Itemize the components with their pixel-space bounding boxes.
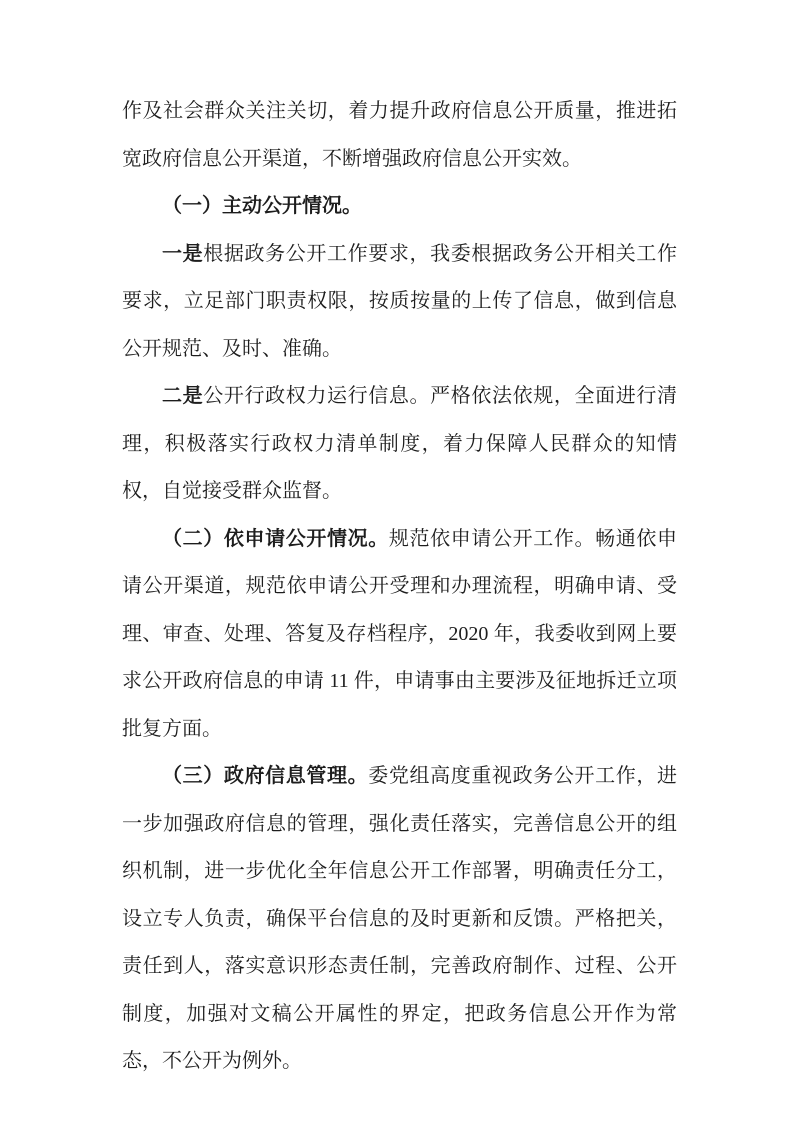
paragraph-section-3	[122, 753, 677, 1086]
heading-section-1	[122, 183, 677, 231]
bold-text-segment: 二是	[162, 385, 204, 407]
paragraph-continuation	[122, 88, 677, 183]
paragraph-item-2	[122, 373, 677, 516]
document-body	[122, 88, 677, 1086]
bold-text-segment: （三）政府信息管理。	[162, 765, 369, 787]
paragraph-item-1	[122, 231, 677, 374]
body-text-segment: 作及社会群众关注关切，着力提升政府信息公开质量，推进拓宽政府信息公开渠道，不断增强政府信息公开实效。	[122, 100, 677, 170]
bold-text-segment: （二）依申请公开情况。	[162, 527, 389, 550]
body-text-segment: 委党组高度重视政务公开工作，进一步加强政府信息的管理，强化责任落实，完善信息公开的组织机制，进一步优化全年信息公开工作部署，明确责任分工，设立专人负责，确保平台信息的及时更新和反馈。严格把关，责任到人，落实意识形态责任制，完善政府制作、过程、公开制度，加强对文稿公开属性的界定，把政务信息公开作为常态，不公开为例外。	[122, 765, 677, 1072]
body-text-segment: 根据政务公开工作要求，我委根据政务公开相关工作要求，立足部门职责权限，按质按量的上传了信息，做到信息公开规范、及时、准确。	[122, 242, 677, 360]
body-text-segment: 规范依申请公开工作。畅通依申请公开渠道，规范依申请公开受理和办理流程，明确申请、受理、审查、处理、答复及存档程序，2020 年，我委收到网上要求公开政府信息的申请 11 件，申请事由主要涉及征地拆迁立项批复方面。	[122, 527, 677, 740]
body-text-segment: 公开行政权力运行信息。严格依法依规，全面进行清理，积极落实行政权力清单制度，着力保障人民群众的知情权，自觉接受群众监督。	[122, 385, 677, 502]
bold-text-segment: 一是	[162, 242, 204, 265]
paragraph-section-2	[122, 516, 677, 754]
bold-text-segment: （一）主动公开情况。	[162, 195, 362, 217]
